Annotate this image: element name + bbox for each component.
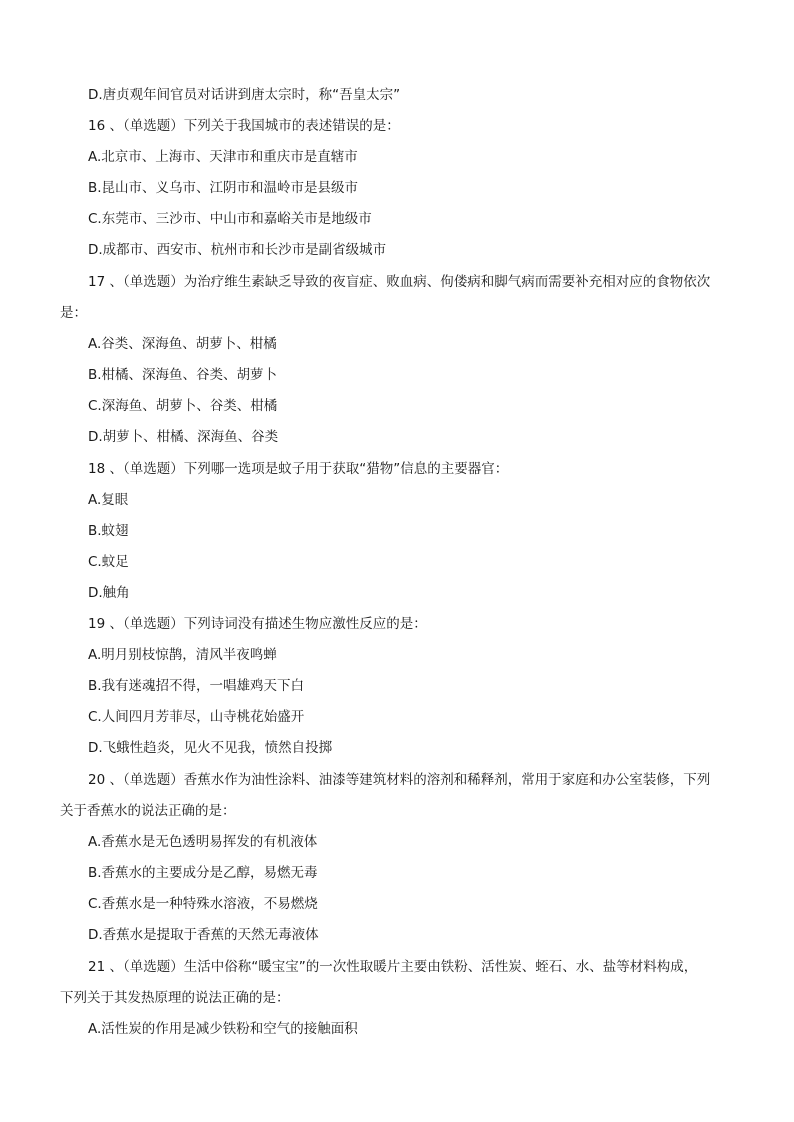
- option-17-d: D.胡萝卜、柑橘、深海鱼、谷类: [88, 429, 279, 445]
- option-16-b: B.昆山市、义乌市、江阴市和温岭市是县级市: [88, 180, 359, 196]
- option-17-a: A.谷类、深海鱼、胡萝卜、柑橘: [88, 336, 277, 352]
- option-19-a: A.明月别枝惊鹊，清风半夜鸣蝉: [88, 647, 277, 663]
- option-15-d: D.唐贞观年间官员对话讲到唐太宗时，称“吾皇太宗”: [88, 87, 401, 103]
- option-19-b: B.我有迷魂招不得，一唱雄鸡天下白: [88, 678, 305, 694]
- question-21: 21 、（单选题）生活中俗称“暖宝宝”的一次性取暖片主要由铁粉、活性炭、蛭石、水、盐等材料构成，: [88, 959, 698, 975]
- option-16-d: D.成都市、西安市、杭州市和长沙市是副省级城市: [88, 242, 387, 258]
- question-16: 16 、（单选题）下列关于我国城市的表述错误的是：: [88, 118, 400, 134]
- question-17: 17 、（单选题）为治疗维生素缺乏导致的夜盲症、败血病、佝偻病和脚气病而需要补充相对应的食物依次: [88, 274, 711, 290]
- option-21-a: A.活性炭的作用是减少铁粉和空气的接触面积: [88, 1021, 358, 1037]
- question-20: 20 、（单选题）香蕉水作为油性涂料、油漆等建筑材料的溶剂和稀释剂，常用于家庭和办公室装修，下列: [88, 772, 711, 788]
- question-19: 19 、（单选题）下列诗词没有描述生物应激性反应的是：: [88, 616, 427, 632]
- option-17-b: B.柑橘、深海鱼、谷类、胡萝卜: [88, 367, 278, 383]
- option-20-a: A.香蕉水是无色透明易挥发的有机液体: [88, 834, 318, 850]
- option-20-d: D.香蕉水是提取于香蕉的天然无毒液体: [88, 927, 319, 943]
- option-20-c: C.香蕉水是一种特殊水溶液，不易燃烧: [88, 896, 318, 912]
- option-19-d: D.飞蛾性趋炎，见火不见我，愤然自投掷: [88, 740, 333, 756]
- option-17-c: C.深海鱼、胡萝卜、谷类、柑橘: [88, 398, 278, 414]
- option-20-b: B.香蕉水的主要成分是乙醇，易燃无毒: [88, 865, 318, 881]
- question-17-continued: 是：: [60, 305, 87, 321]
- question-20-continued: 关于香蕉水的说法正确的是：: [60, 803, 236, 819]
- question-21-continued: 下列关于其发热原理的说法正确的是：: [60, 990, 290, 1006]
- question-18: 18 、（单选题）下列哪一选项是蚊子用于获取“猎物”信息的主要器官：: [88, 461, 509, 477]
- option-16-a: A.北京市、上海市、天津市和重庆市是直辖市: [88, 149, 358, 165]
- option-18-a: A.复眼: [88, 492, 129, 508]
- option-18-c: C.蚊足: [88, 554, 129, 570]
- option-18-d: D.触角: [88, 585, 130, 601]
- option-19-c: C.人间四月芳菲尽，山寺桃花始盛开: [88, 709, 305, 725]
- option-18-b: B.蚊翅: [88, 523, 129, 539]
- option-16-c: C.东莞市、三沙市、中山市和嘉峪关市是地级市: [88, 211, 372, 227]
